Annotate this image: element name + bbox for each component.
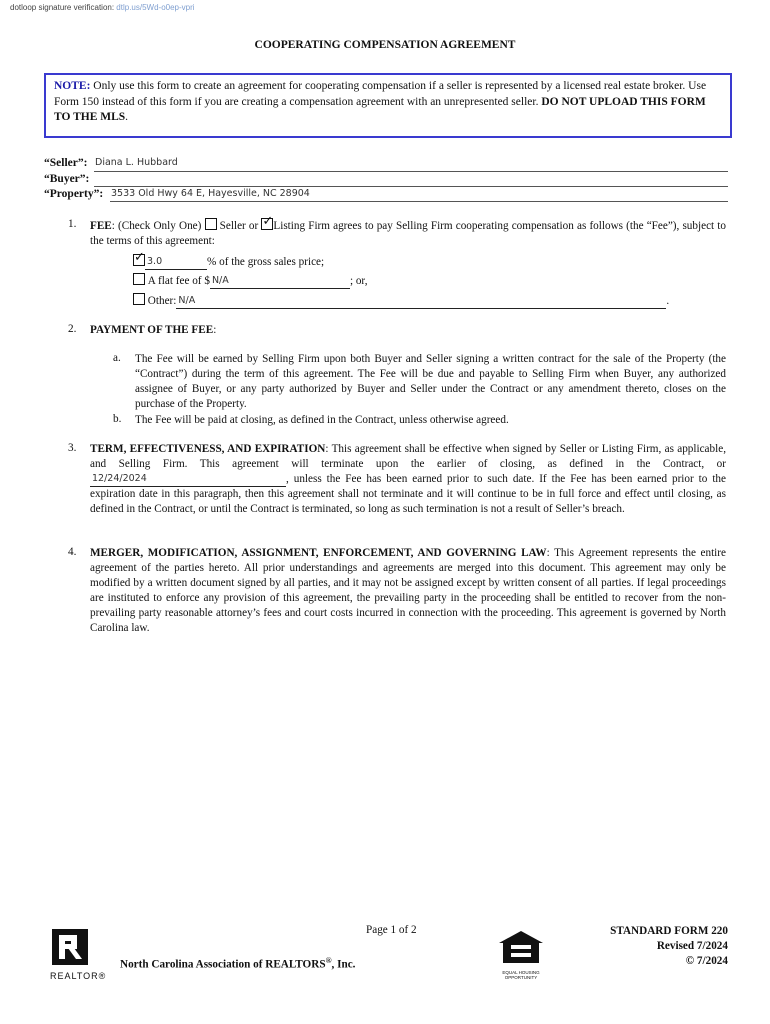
note-label: NOTE: [54, 80, 91, 92]
note-text: Only use this form to create an agreement for cooperating compensation if a seller is represented by a licensed real estate broker. Use Form 150 instead of this form if you are creating a compensation agreement with an unrepresented seller. [54, 80, 707, 108]
section-1-number: 1. [68, 218, 77, 230]
note-box [44, 73, 732, 138]
verification-link[interactable]: dtlp.us/5Wd-o0ep-vpri [116, 3, 195, 12]
section-1-text [90, 214, 726, 249]
other-field[interactable] [176, 296, 666, 309]
association-name [120, 956, 355, 971]
association-inc: , Inc. [331, 958, 356, 971]
realtor-logo-icon [50, 928, 107, 981]
property-value: 3533 Old Hwy 64 E, Hayesville, NC 28904 [111, 188, 310, 199]
section-3-heading: TERM, EFFECTIVENESS, AND EXPIRATION [90, 443, 326, 455]
other-checkbox[interactable] [133, 293, 145, 305]
section-3-number: 3. [68, 442, 77, 454]
section-2-heading: PAYMENT OF THE FEE [90, 324, 214, 336]
item-a-label: a. [113, 352, 121, 364]
item-b-text: The Fee will be paid at closing, as defined in the Contract, unless otherwise agreed. [135, 414, 509, 426]
expiration-date-field[interactable] [90, 474, 286, 487]
buyer-field[interactable] [94, 172, 728, 187]
property-field[interactable] [110, 187, 728, 202]
equal-housing-icon [497, 929, 547, 979]
document-title: COOPERATING COMPENSATION AGREEMENT [254, 39, 516, 51]
section-1-terms: Listing Firm agrees to pay Selling Firm cooperating compensation as follows (the “Fee”), subject to the terms of this agreement: [90, 220, 726, 247]
other-end: . [666, 295, 670, 307]
section-4-heading: MERGER, MODIFICATION, ASSIGNMENT, ENFORCEMENT, AND GOVERNING LAW [90, 547, 547, 559]
checkmark-icon: ✓ [134, 250, 145, 265]
flat-fee-field[interactable] [210, 276, 350, 289]
flat-fee-value: N/A [211, 275, 229, 286]
section-2-number: 2. [68, 323, 77, 335]
buyer-label: “Buyer”: [44, 173, 90, 185]
equal-housing-text: EQUAL HOUSING OPPORTUNITY [502, 970, 540, 980]
realtor-logo-text: REALTOR® [50, 971, 107, 981]
other-value: N/A [178, 295, 196, 306]
signature-verification [10, 3, 195, 12]
association-text: North Carolina Association of REALTORS [120, 958, 326, 971]
section-1-heading: FEE [90, 220, 112, 232]
checkmark-icon: ✓ [262, 214, 274, 229]
other-option [133, 293, 733, 309]
other-label: Other: [147, 295, 177, 307]
percent-checkbox[interactable] [133, 250, 145, 266]
expiration-date-value: 12/24/2024 [92, 473, 147, 484]
form-number: STANDARD FORM 220 [610, 925, 728, 937]
note-bold: DO NOT UPLOAD THIS FORM TO THE MLS [54, 95, 706, 123]
verification-label: dotloop signature verification: [10, 3, 115, 12]
seller-checkbox[interactable] [205, 218, 217, 230]
listing-firm-checkbox[interactable] [261, 214, 274, 230]
seller-option-label: Seller or [216, 220, 262, 232]
section-3-text [90, 442, 726, 517]
seller-label: “Seller”: [44, 157, 88, 169]
section-2-title [90, 323, 726, 338]
percent-text: % of the gross sales price; [207, 256, 325, 268]
section-1-intro: : (Check Only One) [111, 220, 205, 232]
item-a-text: The Fee will be earned by Selling Firm upon both Buyer and Seller signing a written contract for the sale of the Property (the “Contract”) during the term of this agreement. The Fee will be due and payable to Selling Firm when Buyer, any authorized assignee of Buyer, or any party authorized by Buyer and Seller under the Contract or any amendment thereto, closes on the purchase of the Property. [135, 353, 726, 410]
section-3-terms: , unless the Fee has been earned prior to such date. If the Fee has been earned prior to the expiration date in this paragraph, then this agreement shall not terminate and it will continue to be in full force and effect until closing, as defined in the Contract, or until the Contract is terminated, so long as such termination is not a result of Seller’s breach. [90, 473, 726, 515]
form-info [560, 924, 728, 969]
item-b-label: b. [113, 413, 122, 425]
section-2-colon: : [213, 324, 217, 336]
seller-value: Diana L. Hubbard [95, 157, 178, 168]
page-number: Page 1 of 2 [366, 924, 417, 936]
form-revised: Revised 7/2024 [656, 940, 728, 952]
registered-mark: ® [325, 956, 332, 965]
flat-fee-label: A flat fee of $ [147, 275, 210, 287]
flat-fee-option [133, 273, 733, 289]
seller-field[interactable] [94, 157, 728, 172]
property-label: “Property”: [44, 188, 104, 200]
section-4-body: : This Agreement represents the entire agreement of the parties hereto. All prior understandings and agreements are merged into this document. This agreement may only be modified by a written document signed by all parties, and it may not be assigned except by written consent of all parties. If legal proceedings are instituted to enforce any provision of this agreement, the prevailing party in the proceeding shall be entitled to recover from the non-prevailing party reasonable attorney’s fees and court costs incurred in connection with the proceeding. This agreement is governed by North Carolina law. [90, 547, 726, 634]
percent-field[interactable] [145, 257, 207, 270]
section-4-number: 4. [68, 546, 77, 558]
form-copyright: © 7/2024 [685, 955, 728, 967]
section-3-intro: : This agreement shall be effective when signed by Seller or Listing Firm, as applicable, and Selling Firm. This agreement will terminate upon the earlier of closing, as defined in the Contract, or [90, 443, 726, 470]
percent-value: 3.0 [147, 256, 163, 267]
percent-option [133, 250, 733, 270]
flat-fee-end: ; or, [349, 275, 368, 287]
section-4-text [90, 546, 726, 636]
note-end: . [125, 111, 129, 123]
flat-fee-checkbox[interactable] [133, 273, 145, 285]
